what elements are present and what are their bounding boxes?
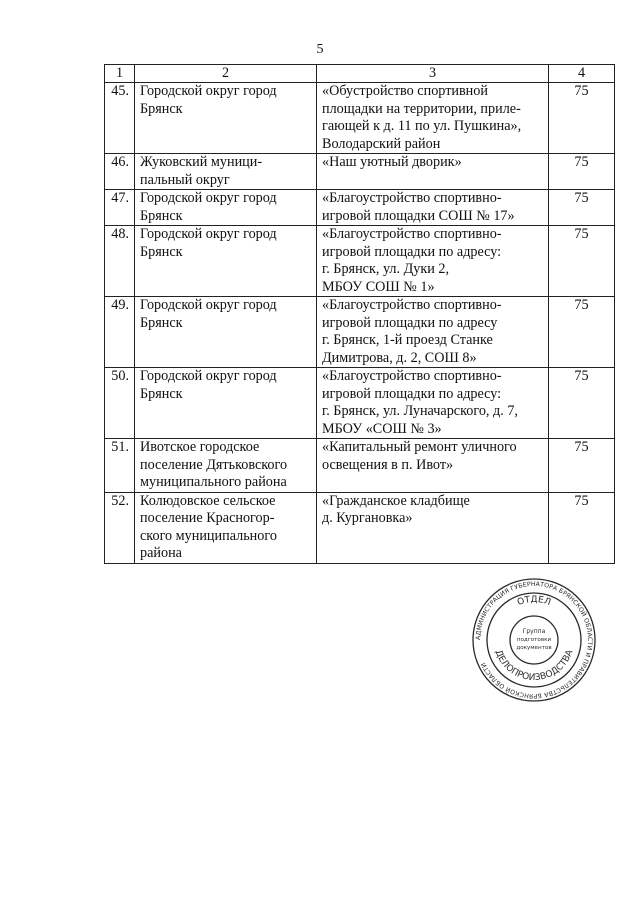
row-number: 46.: [105, 154, 135, 190]
row-number: 52.: [105, 492, 135, 563]
recipient-cell: [135, 154, 317, 190]
stamp-center-line-3: документов: [516, 645, 552, 651]
row-number: 50.: [105, 368, 135, 439]
table-row: [105, 190, 615, 226]
page-number: 5: [316, 42, 324, 57]
amount-cell: 75: [549, 83, 615, 154]
project-line: игровой площадки по адресу: [322, 314, 498, 331]
recipient-line: Городской округ город: [140, 368, 277, 384]
recipient-cell: [135, 83, 317, 154]
project-line: «Обустройство спортивной: [322, 83, 488, 99]
stamp-dept-top-path: ОТДЕЛ: [516, 594, 552, 609]
recipient-cell: [135, 492, 317, 563]
column-header-1: 1: [105, 65, 135, 83]
project-line: игровой площадки по адресу:: [322, 385, 502, 402]
recipient-line: Колюдовское сельское: [140, 492, 276, 509]
recipient-line: поселение Дятьковского: [140, 456, 288, 473]
project-line: г. Брянск, 1-й проезд Станке: [322, 332, 493, 348]
recipient-line: Городской округ город: [140, 190, 277, 206]
stamp-ring-path: АДМИНИСТРАЦИЯ ГУБЕРНАТОРА БРЯНСКОЙ ОБЛАСТИ И ПРАВИТЕЛЬСТВА БРЯНСКОЙ ОБЛАСТИ: [474, 580, 594, 700]
table-row: [105, 439, 615, 493]
recipient-cell: [135, 226, 317, 297]
project-line: площадки на территории, приле-: [322, 100, 521, 117]
project-line: г. Брянск, ул. Луначарского, д. 7,: [322, 403, 518, 419]
recipient-line: Городской округ город: [140, 83, 277, 99]
stamp-dept-top: [516, 595, 552, 608]
amount-cell: 75: [549, 439, 615, 493]
row-number: 48.: [105, 226, 135, 297]
amount-cell: 75: [549, 190, 615, 226]
project-cell: [317, 226, 549, 297]
amount-cell: 75: [549, 226, 615, 297]
project-cell: [317, 190, 549, 226]
amount-cell: 75: [549, 154, 615, 190]
project-cell: [317, 83, 549, 154]
department-stamp: [472, 578, 596, 702]
project-line: игровой площадки СОШ № 17»: [322, 207, 515, 224]
table-row: [105, 83, 615, 154]
project-line: «Благоустройство спортивно-: [322, 297, 502, 313]
project-line: «Благоустройство спортивно-: [322, 226, 502, 242]
project-line: МБОУ «СОШ № 3»: [322, 420, 442, 437]
table-header-row: [105, 65, 615, 83]
project-cell: [317, 439, 549, 493]
project-cell: [317, 297, 549, 368]
recipient-line: Жуковский муници-: [140, 154, 263, 170]
table-row: [105, 368, 615, 439]
amount-cell: 75: [549, 368, 615, 439]
project-cell: [317, 154, 549, 190]
stamp-center-line-1: Группа: [522, 628, 546, 635]
recipient-cell: [135, 439, 317, 493]
row-number: 51.: [105, 439, 135, 493]
project-line: «Благоустройство спортивно-: [322, 368, 502, 384]
recipient-line: муниципального района: [140, 474, 287, 490]
column-header-3: 3: [317, 65, 549, 83]
project-line: г. Брянск, ул. Дуки 2,: [322, 261, 450, 277]
amount-cell: 75: [549, 492, 615, 563]
project-line: «Капитальный ремонт уличного: [322, 439, 517, 455]
recipient-line: Городской округ город: [140, 297, 277, 313]
recipient-line: Городской округ город: [140, 226, 277, 242]
recipient-line: района: [140, 545, 182, 561]
project-line: «Гражданское кладбище: [322, 492, 470, 509]
project-line: д. Кургановка»: [322, 510, 413, 526]
allocation-table: [104, 64, 615, 564]
recipient-line: Брянск: [140, 385, 183, 402]
project-cell: [317, 368, 549, 439]
recipient-line: поселение Красногор-: [140, 510, 275, 526]
stamp-center-line-2: подготовки: [516, 637, 552, 643]
recipient-cell: [135, 190, 317, 226]
table-row: [105, 297, 615, 368]
project-line: МБОУ СОШ № 1»: [322, 278, 435, 295]
project-line: «Благоустройство спортивно-: [322, 190, 502, 206]
amount-cell: 75: [549, 297, 615, 368]
recipient-line: Брянск: [140, 243, 183, 260]
row-number: 47.: [105, 190, 135, 226]
stamp-dept-bottom-path: ДЕЛОПРОИЗВОДСТВА: [492, 648, 576, 684]
recipient-line: Брянск: [140, 314, 183, 331]
project-line: «Наш уютный дворик»: [322, 154, 462, 170]
project-cell: [317, 492, 549, 563]
recipient-line: пальный округ: [140, 171, 230, 188]
column-header-2: 2: [135, 65, 317, 83]
recipient-line: Ивотское городское: [140, 439, 260, 455]
recipient-cell: [135, 368, 317, 439]
row-number: 49.: [105, 297, 135, 368]
table-row: [105, 492, 615, 563]
table-body: [105, 83, 615, 564]
project-line: игровой площадки по адресу:: [322, 243, 502, 260]
table-row: [105, 226, 615, 297]
recipient-line: ского муниципального: [140, 527, 277, 544]
project-line: гающей к д. 11 по ул. Пушкина»,: [322, 118, 522, 134]
project-line: Димитрова, д. 2, СОШ 8»: [322, 349, 477, 366]
column-header-4: 4: [549, 65, 615, 83]
row-number: 45.: [105, 83, 135, 154]
recipient-line: Брянск: [140, 100, 183, 117]
recipient-cell: [135, 297, 317, 368]
recipient-line: Брянск: [140, 207, 183, 224]
project-line: Володарский район: [322, 135, 441, 152]
table-row: [105, 154, 615, 190]
project-line: освещения в п. Ивот»: [322, 456, 454, 473]
